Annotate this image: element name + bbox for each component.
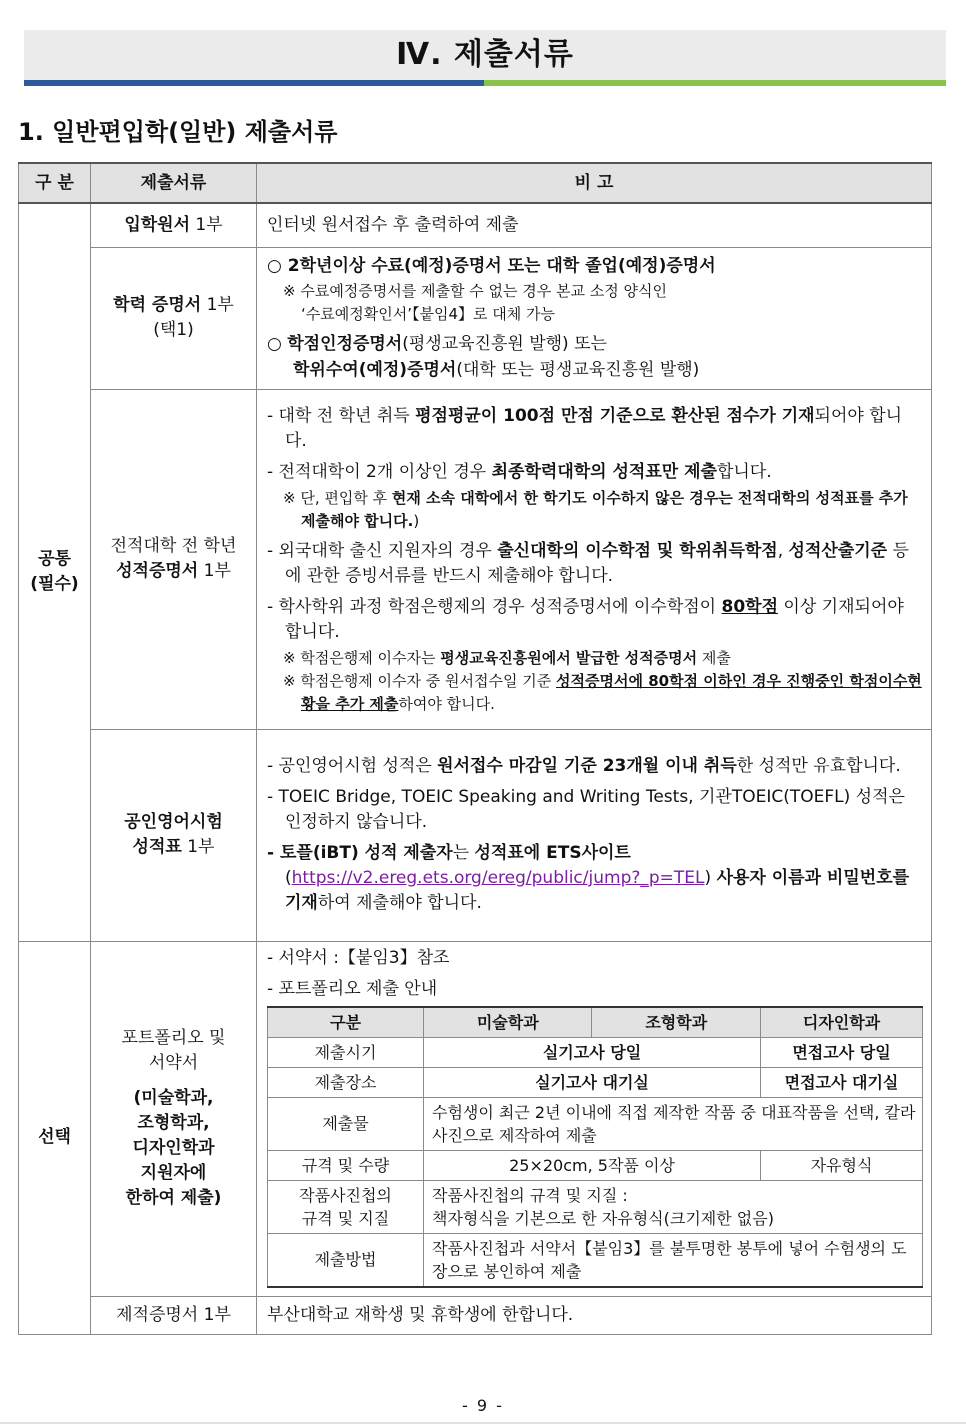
portfolio-row-items: 제출물 수험생이 최근 2년 이내에 직접 제작한 작품 중 대표작품을 선택, 칼라 사진으로 제작하여 제출 [268, 1097, 923, 1150]
remark-english: - 공인영어시험 성적은 원서접수 마감일 기준 23개월 이내 취득한 성적만 유효합니다. - TOEIC Bridge, TOEIC Speaking and Writing Tests, 기관TOEIC(TOEFL) 성적은 인정하지 않습니다. - 토플(iBT) 성적 제출자는 성적표에 ETS사이트 (https://v2.ereg.ets.org/ereg/public/jump?_p=TEL) 사용자 이름과 비밀번호를 기재하여 제출해야 합니다. [257, 729, 932, 941]
remark-enrollment: 부산대학교 재학생 및 휴학생에 한합니다. [257, 1296, 932, 1334]
remark-transcript: - 대학 전 학년 취득 평점평균이 100점 만점 기준으로 환산된 점수가 기재되어야 합니다. - 전적대학이 2개 이상인 경우 최종학력대학의 성적표만 제출합니다. ※ 단, 편입학 후 현재 소속 대학에서 한 학기도 이수하지 않은 경우는 전적대학의 성적표를 추가 제출해야 합니다.) - 외국대학 출신 지원자의 경우 출신대학의 이수학점 및 학위취득학점, 성적산출기준 등에 관한 증빙서류를 반드시 제출해야 합니다. - 학사학위 과정 학점은행제의 경우 성적증명서에 이수학점이 80학점 이상 기재되어야 합니다. ※ 학점은행제 이수자는 평생교육진흥원에서 발급한 성적증명서 제출 ※ 학점은행제 이수자 중 원서접수일 기준 성적증명서에 80학점 이하인 경우 진행중인 학점이수현황을 추가 제출하여야 합니다. [257, 389, 932, 729]
documents-table [18, 162, 932, 1335]
remark-education: ○ 2학년이상 수료(예정)증명서 또는 대학 졸업(예정)증명서 ※ 수료예정증명서를 제출할 수 없는 경우 본교 소정 양식인 ‘수료예정확인서’【붙임4】로 대체 가능 ○ 학점인정증명서(평생교육진흥원 발행) 또는 학위수여(예정)증명서(대학 또는 평생교육진흥원 발행) [257, 247, 932, 389]
portfolio-row-timing: 제출시기 실기고사 당일 면접고사 당일 [268, 1037, 923, 1067]
doc-education-certificate: 학력 증명서 1부 (택1) [91, 247, 257, 389]
remark-application: 인터넷 원서접수 후 출력하여 제출 [257, 203, 932, 247]
portfolio-table [267, 1006, 923, 1288]
table-row [19, 389, 932, 729]
section-title: 1. 일반편입학(일반) 제출서류 [18, 118, 338, 146]
portfolio-row-spec: 규격 및 수량 25×20cm, 5작품 이상 자유형식 [268, 1150, 923, 1180]
table-row [19, 941, 932, 1296]
doc-transcript: 전적대학 전 학년 성적증명서 1부 [91, 389, 257, 729]
remark-portfolio: - 서약서 :【붙임3】참조 - 포트폴리오 제출 안내 구분 미술학과 조형학과 디자인학과 제출시기 실기고사 당일 면접고사 당일 제출장소 실기고사 대기실 면접고사 대기실 제출물 수험생이 최근 2년 이내에 직접 제작한 작품 중 대표작품을 선택, 칼라 사진으로 제작하여 제출 규격 및 수량 25×20cm, 5작품 이상 자유형식 작품사진첩의 규격 및 지질 작품사진첩의 규격 및 지질 : 책자형식을 기본으로 한 자유형식(크기제한 없음) 제출방법 작품사진첩과 서약서【붙임3】를 불투명한 봉투에 넣어 수험생의 도장으로 봉인하여 제출 [257, 941, 932, 1296]
table-row [19, 729, 932, 941]
table-row [19, 203, 932, 247]
table-header-row [19, 163, 932, 203]
category-optional: 선택 [19, 941, 91, 1334]
header-remarks: 비 고 [257, 163, 932, 203]
portfolio-row-album: 작품사진첩의 규격 및 지질 작품사진첩의 규격 및 지질 : 책자형식을 기본으로 한 자유형식(크기제한 없음) [268, 1180, 923, 1233]
title-bar [24, 30, 946, 82]
ets-site-link[interactable]: https://v2.ereg.ets.org/ereg/public/jump?_p=TEL [291, 868, 705, 888]
category-common: 공통 (필수) [19, 203, 91, 941]
title-underline-blue [24, 80, 484, 86]
page-number: - 9 - [462, 1396, 504, 1415]
table-row [19, 1296, 932, 1334]
doc-english-score: 공인영어시험 성적표 1부 [91, 729, 257, 941]
doc-application: 입학원서 1부 [91, 203, 257, 247]
table-row [19, 247, 932, 389]
header-category: 구 분 [19, 163, 91, 203]
title-underline-green [484, 80, 946, 86]
portfolio-row-method: 제출방법 작품사진첩과 서약서【붙임3】를 불투명한 봉투에 넣어 수험생의 도장으로 봉인하여 제출 [268, 1233, 923, 1287]
doc-portfolio: 포트폴리오 및 서약서 (미술학과, 조형학과, 디자인학과 지원자에 한하여 제출) [91, 941, 257, 1296]
bottom-divider [0, 1422, 966, 1424]
portfolio-header-row: 구분 미술학과 조형학과 디자인학과 [268, 1007, 923, 1038]
doc-enrollment-certificate: 제적증명서 1부 [91, 1296, 257, 1334]
portfolio-row-place: 제출장소 실기고사 대기실 면접고사 대기실 [268, 1067, 923, 1097]
page-title: Ⅳ. 제출서류 [396, 37, 574, 72]
header-documents: 제출서류 [91, 163, 257, 203]
